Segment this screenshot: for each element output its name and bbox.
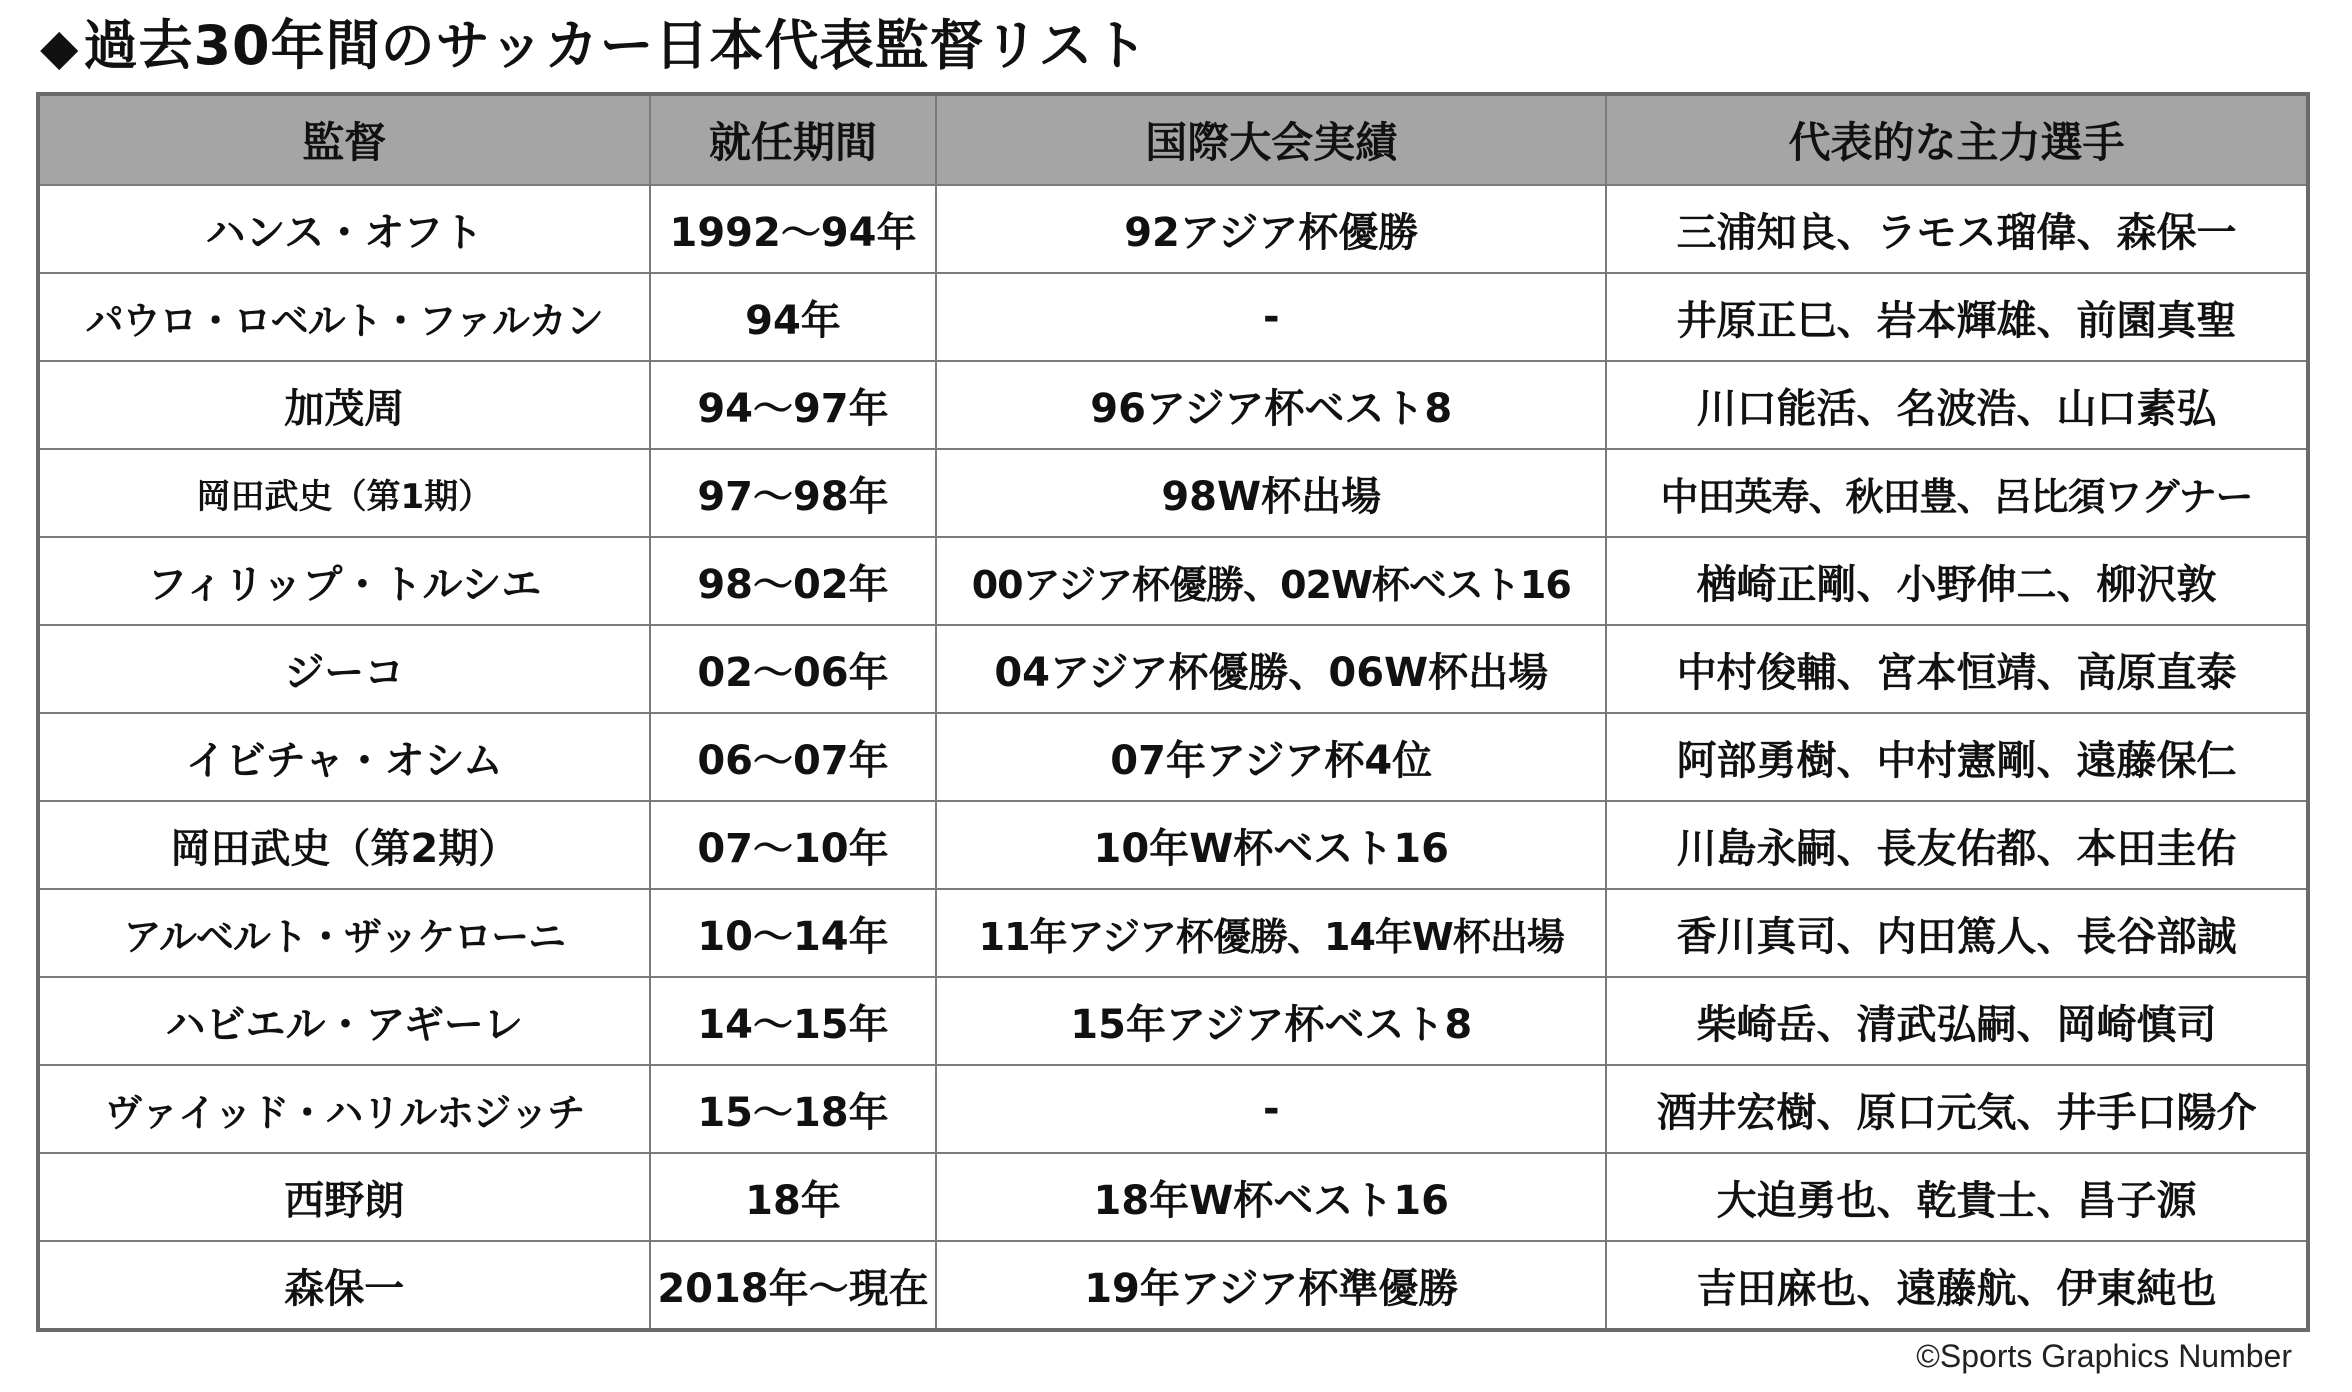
cell-manager: ジーコ xyxy=(38,625,650,713)
table-row xyxy=(38,889,2308,977)
cell-manager: 加茂周 xyxy=(38,361,650,449)
cell-period: 06～07年 xyxy=(650,713,937,801)
table-row xyxy=(38,537,2308,625)
cell-players: 川口能活、名波浩、山口素弘 xyxy=(1606,361,2308,449)
cell-manager: ヴァイッド・ハリルホジッチ xyxy=(38,1065,650,1153)
cell-manager: イビチャ・オシム xyxy=(38,713,650,801)
cell-period: 15～18年 xyxy=(650,1065,937,1153)
cell-results: 04アジア杯優勝、06W杯出場 xyxy=(936,625,1606,713)
cell-players: 三浦知良、ラモス瑠偉、森保一 xyxy=(1606,185,2308,273)
cell-period: 94～97年 xyxy=(650,361,937,449)
cell-players: 中村俊輔、宮本恒靖、高原直泰 xyxy=(1606,625,2308,713)
cell-period: 14～15年 xyxy=(650,977,937,1065)
cell-results: - xyxy=(936,273,1606,361)
cell-results: 98W杯出場 xyxy=(936,449,1606,537)
cell-manager: ハンス・オフト xyxy=(38,185,650,273)
cell-players: 大迫勇也、乾貴士、昌子源 xyxy=(1606,1153,2308,1241)
table-row xyxy=(38,1065,2308,1153)
cell-period: 97～98年 xyxy=(650,449,937,537)
table-row xyxy=(38,449,2308,537)
cell-period: 07～10年 xyxy=(650,801,937,889)
cell-period: 02～06年 xyxy=(650,625,937,713)
page-title-text: 過去30年間のサッカー日本代表監督リスト xyxy=(83,14,1149,77)
cell-manager: パウロ・ロベルト・ファルカン xyxy=(38,273,650,361)
cell-period: 2018年～現在 xyxy=(650,1241,937,1330)
cell-results: 11年アジア杯優勝、14年W杯出場 xyxy=(936,889,1606,977)
cell-manager: 森保一 xyxy=(38,1241,650,1330)
header-period: 就任期間 xyxy=(650,94,937,185)
header-manager: 監督 xyxy=(38,94,650,185)
table-body xyxy=(38,185,2308,1330)
table-row xyxy=(38,1153,2308,1241)
cell-manager: 岡田武史（第2期） xyxy=(38,801,650,889)
cell-players: 川島永嗣、長友佑都、本田圭佑 xyxy=(1606,801,2308,889)
table-row xyxy=(38,185,2308,273)
table-row xyxy=(38,713,2308,801)
cell-results: 15年アジア杯ベスト8 xyxy=(936,977,1606,1065)
cell-results: 10年W杯ベスト16 xyxy=(936,801,1606,889)
page-title xyxy=(40,6,1148,86)
cell-period: 98～02年 xyxy=(650,537,937,625)
table-row xyxy=(38,977,2308,1065)
manager-table xyxy=(36,92,2310,1332)
table-row xyxy=(38,801,2308,889)
copyright-credit: ©Sports Graphics Number xyxy=(1916,1338,2292,1374)
table-row xyxy=(38,1241,2308,1330)
cell-results: - xyxy=(936,1065,1606,1153)
cell-players: 香川真司、内田篤人、長谷部誠 xyxy=(1606,889,2308,977)
header-players: 代表的な主力選手 xyxy=(1606,94,2308,185)
cell-period: 10～14年 xyxy=(650,889,937,977)
cell-players: 中田英寿、秋田豊、呂比須ワグナー xyxy=(1606,449,2308,537)
table-row xyxy=(38,273,2308,361)
cell-results: 19年アジア杯準優勝 xyxy=(936,1241,1606,1330)
header-results: 国際大会実績 xyxy=(936,94,1606,185)
cell-results: 00アジア杯優勝、02W杯ベスト16 xyxy=(936,537,1606,625)
cell-manager: フィリップ・トルシエ xyxy=(38,537,650,625)
cell-results: 18年W杯ベスト16 xyxy=(936,1153,1606,1241)
cell-manager: アルベルト・ザッケローニ xyxy=(38,889,650,977)
cell-results: 92アジア杯優勝 xyxy=(936,185,1606,273)
cell-manager: 西野朗 xyxy=(38,1153,650,1241)
table-row xyxy=(38,361,2308,449)
cell-players: 柴崎岳、清武弘嗣、岡崎慎司 xyxy=(1606,977,2308,1065)
cell-players: 楢崎正剛、小野伸二、柳沢敦 xyxy=(1606,537,2308,625)
cell-manager: ハビエル・アギーレ xyxy=(38,977,650,1065)
cell-players: 吉田麻也、遠藤航、伊東純也 xyxy=(1606,1241,2308,1330)
cell-period: 18年 xyxy=(650,1153,937,1241)
cell-manager: 岡田武史（第1期） xyxy=(38,449,650,537)
cell-period: 94年 xyxy=(650,273,937,361)
cell-results: 96アジア杯ベスト8 xyxy=(936,361,1606,449)
cell-players: 阿部勇樹、中村憲剛、遠藤保仁 xyxy=(1606,713,2308,801)
table-header xyxy=(38,94,2308,185)
cell-players: 酒井宏樹、原口元気、井手口陽介 xyxy=(1606,1065,2308,1153)
cell-players: 井原正巳、岩本輝雄、前園真聖 xyxy=(1606,273,2308,361)
cell-period: 1992～94年 xyxy=(650,185,937,273)
header-row xyxy=(38,94,2308,185)
diamond-icon: ◆ xyxy=(40,18,80,76)
table-row xyxy=(38,625,2308,713)
cell-results: 07年アジア杯4位 xyxy=(936,713,1606,801)
